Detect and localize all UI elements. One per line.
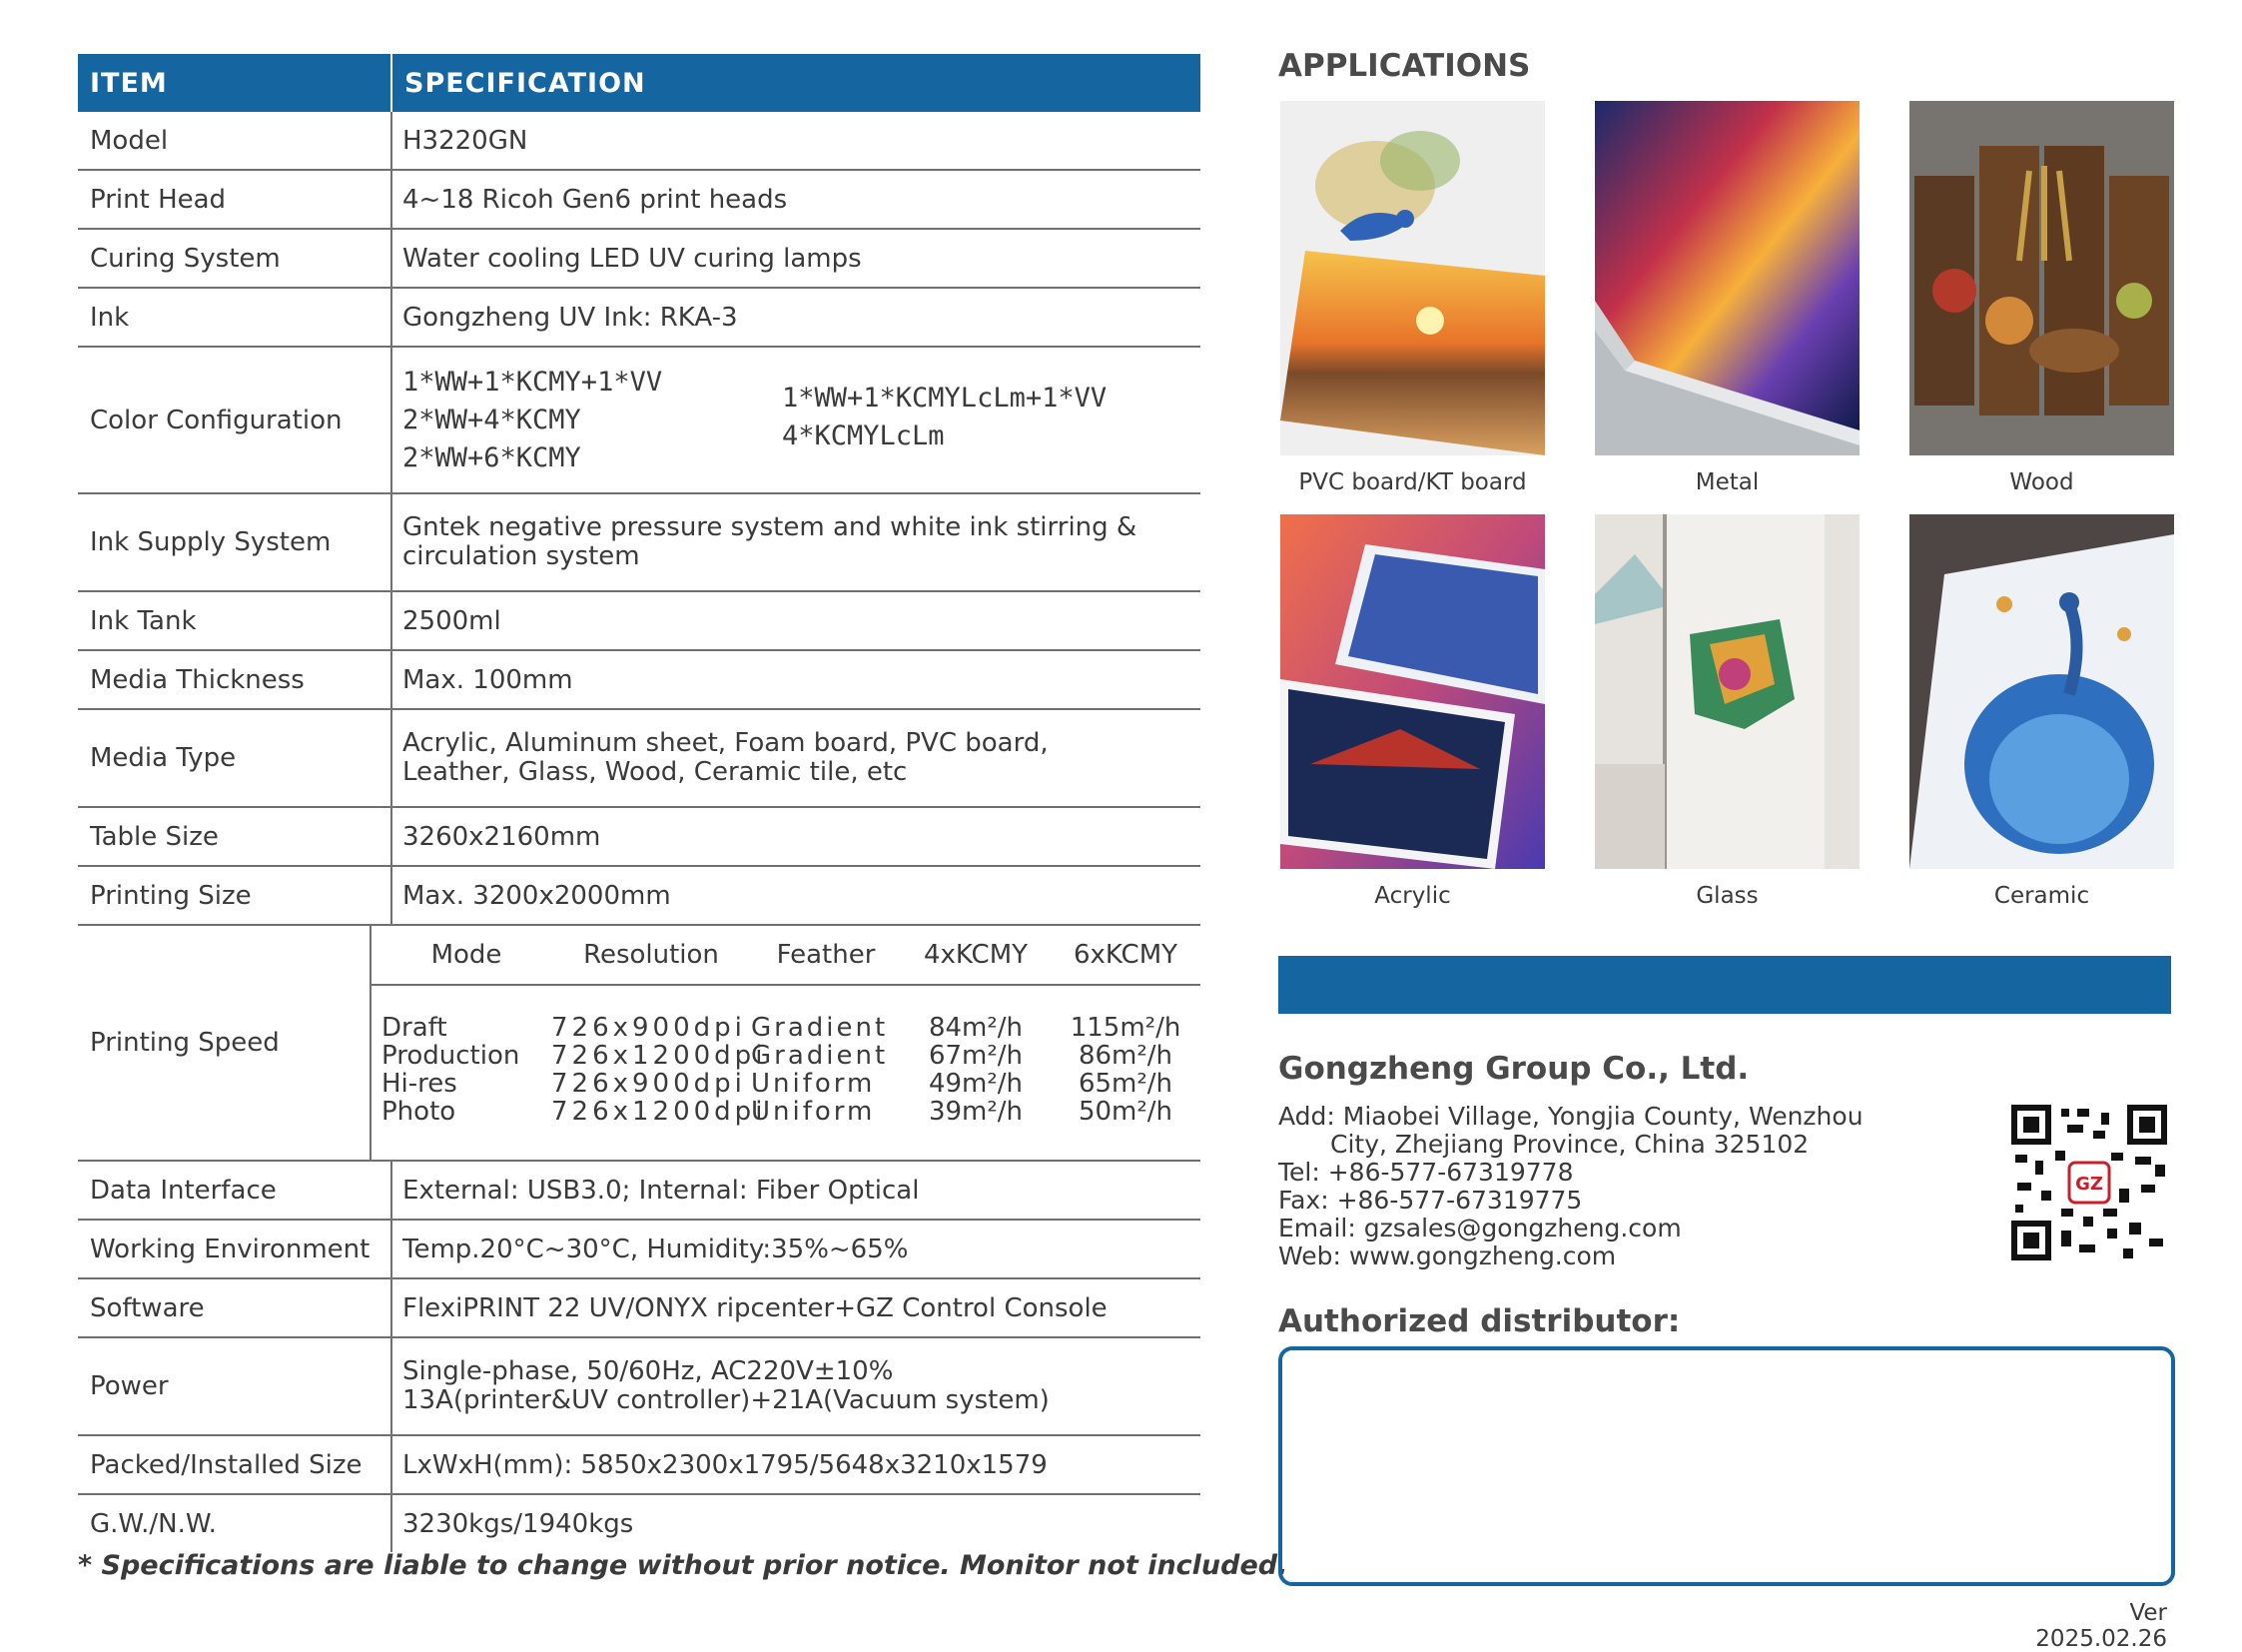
speed-mode: Production <box>381 1041 520 1071</box>
speed-6xkcmy: 86m²/h <box>1078 1041 1173 1071</box>
spec-table-header <box>78 54 1200 112</box>
speed-4xkcmy: 49m²/h <box>928 1069 1024 1099</box>
speed-resolution: 726x900dpi <box>551 1013 746 1043</box>
website: Web: www.gongzheng.com <box>1278 1241 1617 1270</box>
contact-details <box>1278 1103 1864 1270</box>
spec-footnote: * Specifications are liable to change without prior notice. Monitor not included. <box>78 1550 1288 1581</box>
pvc-board-image <box>1280 101 1545 455</box>
row-value: Max. 3200x2000mm <box>402 880 671 911</box>
table-row <box>78 112 1200 171</box>
speed-col-6xkcmy: 6xKCMY <box>1073 940 1178 970</box>
address-line: City, Zhejiang Province, China 325102 <box>1330 1130 1810 1159</box>
speed-6xkcmy: 115m²/h <box>1070 1013 1181 1043</box>
speed-resolution: 726x1200dpi <box>551 1041 767 1071</box>
row-item: Working Environment <box>78 1221 392 1277</box>
color-config-values <box>402 364 1200 477</box>
fax-number: Fax: +86-577-67319775 <box>1278 1186 1583 1215</box>
row-item: Color Configuration <box>78 348 392 492</box>
row-item: Print Head <box>78 171 392 228</box>
row-item: Curing System <box>78 230 392 287</box>
speed-4xkcmy: 84m²/h <box>928 1013 1024 1043</box>
row-value: LxWxH(mm): 5850x2300x1795/5648x3210x1579 <box>402 1449 1048 1480</box>
row-value: Max. 100mm <box>402 664 573 695</box>
table-row <box>78 1436 1200 1495</box>
table-row <box>78 651 1200 710</box>
speed-feather: Gradient <box>751 1013 889 1043</box>
row-value: 4~18 Ricoh Gen6 print heads <box>402 184 788 215</box>
distributor-title: Authorized distributor: <box>1278 1303 1681 1339</box>
table-row <box>78 289 1200 348</box>
table-row-printing-speed <box>78 926 1200 1162</box>
row-value-line: Gntek negative pressure system and white ink stirring & <box>402 512 1137 542</box>
row-item: G.W./N.W. <box>78 1495 392 1552</box>
speed-col-resolution: Resolution <box>583 940 719 970</box>
row-value-line: 13A(printer&UV controller)+21A(Vacuum system) <box>402 1385 1050 1415</box>
table-row <box>78 1495 1200 1552</box>
company-name: Gongzheng Group Co., Ltd. <box>1278 1051 1750 1087</box>
table-row <box>78 710 1200 808</box>
table-row <box>78 1221 1200 1279</box>
row-value: Gongzheng UV Ink: RKA-3 <box>402 302 738 333</box>
row-item: Ink <box>78 289 392 346</box>
color-config-option: 4*KCMYLcLm <box>782 419 945 451</box>
application-label: Wood <box>2009 469 2074 495</box>
row-item: Packed/Installed Size <box>78 1436 392 1493</box>
qr-logo-text: GZ <box>2075 1174 2103 1195</box>
application-label: Glass <box>1696 883 1759 909</box>
application-label: Metal <box>1695 469 1760 495</box>
row-value-line: Single-phase, 50/60Hz, AC220V±10% <box>402 1356 894 1386</box>
color-config-option: 2*WW+4*KCMY <box>402 404 581 435</box>
table-row <box>78 592 1200 651</box>
qr-code-icon <box>2011 1105 2167 1260</box>
speed-6xkcmy: 65m²/h <box>1078 1069 1173 1099</box>
speed-subtable-header <box>372 926 1200 986</box>
row-item: Software <box>78 1279 392 1336</box>
table-row <box>78 1338 1200 1436</box>
color-config-option: 1*WW+1*KCMYLcLm+1*VV <box>782 382 1108 413</box>
row-item: Table Size <box>78 808 392 865</box>
row-item: Data Interface <box>78 1162 392 1219</box>
speed-resolution: 726x1200dpi <box>551 1097 767 1127</box>
row-value: 3230kgs/1940kgs <box>402 1508 634 1539</box>
speed-mode: Hi-res <box>381 1069 457 1099</box>
email-address: Email: gzsales@gongzheng.com <box>1278 1214 1682 1242</box>
table-row-color-configuration <box>78 348 1200 494</box>
metal-image <box>1595 101 1860 455</box>
acrylic-image <box>1280 514 1545 869</box>
application-label: Ceramic <box>1993 883 2090 909</box>
speed-6xkcmy: 50m²/h <box>1078 1097 1173 1127</box>
speed-subtable <box>372 926 1200 1160</box>
table-row <box>78 230 1200 289</box>
row-item: Media Type <box>78 710 392 806</box>
row-item: Media Thickness <box>78 651 392 708</box>
color-config-option: 2*WW+6*KCMY <box>402 441 581 473</box>
row-value: 3260x2160mm <box>402 821 601 852</box>
row-item: Ink Supply System <box>78 494 392 590</box>
speed-4xkcmy: 67m²/h <box>928 1041 1024 1071</box>
speed-4xkcmy: 39m²/h <box>928 1097 1024 1127</box>
table-row <box>78 867 1200 926</box>
row-item: Printing Size <box>78 867 392 924</box>
row-value: 2500ml <box>402 605 501 636</box>
row-item: Ink Tank <box>78 592 392 649</box>
speed-mode: Photo <box>381 1097 456 1127</box>
spec-table <box>78 54 1200 1552</box>
row-item: Power <box>78 1338 392 1434</box>
speed-feather: Uniform <box>751 1097 876 1127</box>
header-item: ITEM <box>78 54 392 112</box>
speed-col-4xkcmy: 4xKCMY <box>923 940 1029 970</box>
application-label: PVC board/KT board <box>1298 469 1527 495</box>
row-item: Printing Speed <box>78 926 372 1160</box>
applications-title: APPLICATIONS <box>1278 48 1531 84</box>
table-row <box>78 171 1200 230</box>
row-value: External: USB3.0; Internal: Fiber Optical <box>402 1175 920 1206</box>
table-row <box>78 1162 1200 1221</box>
address-line: Add: Miaobei Village, Yongjia County, Wenzhou <box>1278 1102 1864 1131</box>
table-row <box>78 494 1200 592</box>
row-value-line: Acrylic, Aluminum sheet, Foam board, PVC board, <box>402 728 1049 758</box>
distributor-box <box>1278 1346 2175 1586</box>
wood-image <box>1909 101 2174 455</box>
header-specification: SPECIFICATION <box>404 67 646 99</box>
row-value-line: Leather, Glass, Wood, Ceramic tile, etc <box>402 757 908 787</box>
divider-bar <box>1278 956 2171 1014</box>
glass-image <box>1595 514 1860 869</box>
speed-col-feather: Feather <box>776 940 876 970</box>
application-label: Acrylic <box>1374 883 1451 909</box>
row-item: Model <box>78 112 392 169</box>
table-row <box>78 808 1200 867</box>
speed-subtable-body <box>372 986 1200 1126</box>
row-value: Water cooling LED UV curing lamps <box>402 243 862 274</box>
phone-number: Tel: +86-577-67319778 <box>1278 1158 1574 1187</box>
table-row <box>78 1279 1200 1338</box>
speed-col-mode: Mode <box>430 940 502 970</box>
row-value: FlexiPRINT 22 UV/ONYX ripcenter+GZ Control Console <box>402 1292 1108 1323</box>
row-value-line: circulation system <box>402 541 640 571</box>
speed-feather: Gradient <box>751 1041 889 1071</box>
version-label: Ver 2025.02.26 <box>2035 1600 2167 1652</box>
row-value: Temp.20°C~30°C, Humidity:35%~65% <box>402 1234 909 1264</box>
speed-feather: Uniform <box>751 1069 876 1099</box>
ceramic-image <box>1909 514 2174 869</box>
speed-mode: Draft <box>381 1013 447 1043</box>
color-config-option: 1*WW+1*KCMY+1*VV <box>402 366 663 398</box>
speed-resolution: 726x900dpi <box>551 1069 746 1099</box>
row-value: H3220GN <box>402 125 528 156</box>
